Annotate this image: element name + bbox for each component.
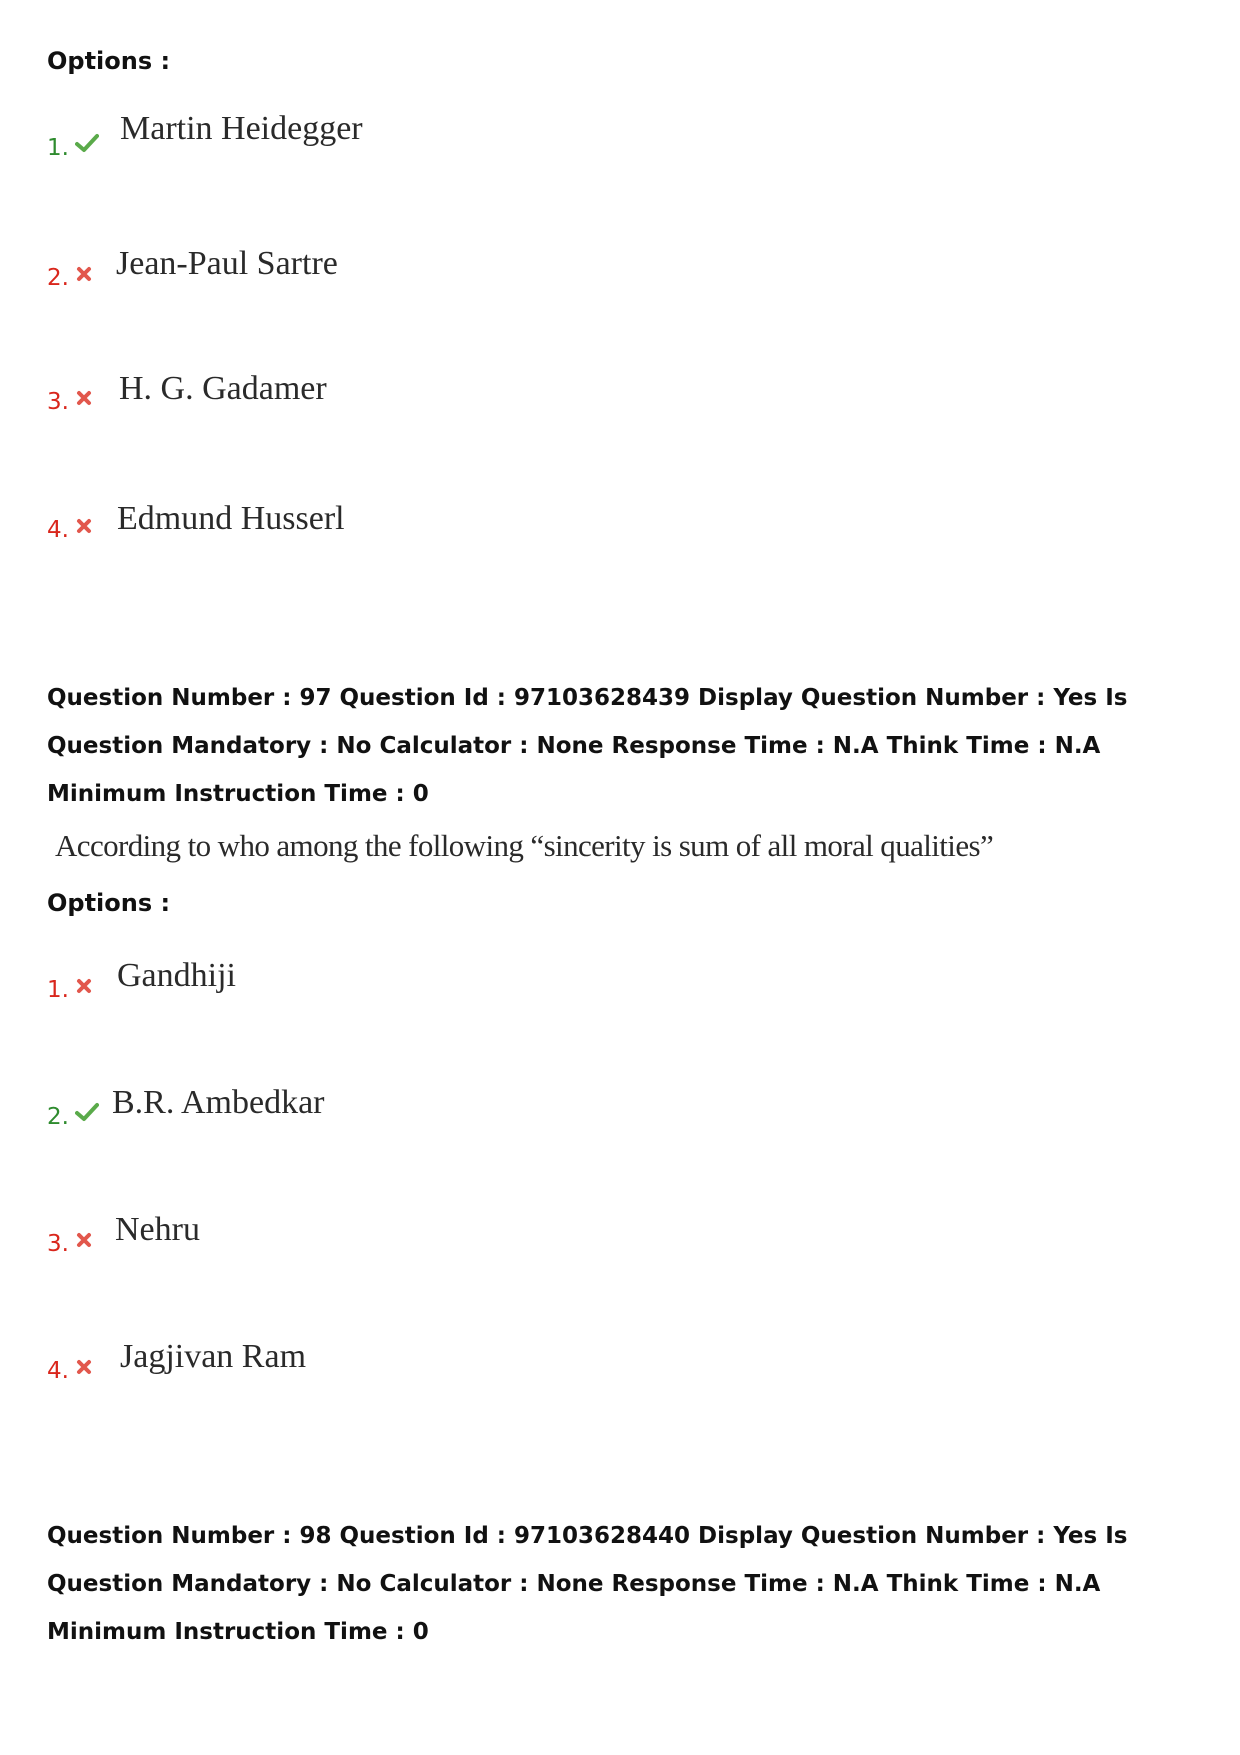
cross-icon [75,514,93,542]
option-text: Martin Heidegger [120,110,363,147]
question-text: According to who among the following “sincerity is sum of all moral qualities” [55,828,994,863]
option-number [47,264,93,293]
option-number-text: 2. [47,265,69,291]
option-number [47,1103,99,1132]
option-text: Nehru [115,1211,200,1248]
option-number-text: 4. [47,1358,69,1384]
options-label: Options : [47,47,171,75]
cross-icon [75,1228,93,1256]
options-label: Options : [47,889,171,917]
option-number [47,388,93,417]
option-number-text: 3. [47,389,69,415]
question-meta: Question Number : 97 Question Id : 97103628439 Display Question Number : Yes Is Question Mandatory : No Calculator : None Response Time : N.A Think Time : N.A Minimum Instruction Time : 0 [47,685,1128,807]
option-number-text: 4. [47,517,69,543]
option-text: Edmund Husserl [117,500,345,537]
cross-icon [75,974,93,1002]
option-number [47,134,99,163]
option-text: Gandhiji [117,957,236,994]
question-meta: Question Number : 98 Question Id : 97103628440 Display Question Number : Yes Is Question Mandatory : No Calculator : None Response Time : N.A Think Time : N.A Minimum Instruction Time : 0 [47,1523,1128,1645]
option-text: H. G. Gadamer [119,370,327,407]
option-number-text: 2. [47,1104,69,1130]
option-number-text: 3. [47,1231,69,1257]
cross-icon [75,1355,93,1383]
option-number-text: 1. [47,135,69,161]
cross-icon [75,262,93,290]
option-number-text: 1. [47,977,69,1003]
option-number [47,976,93,1005]
check-icon [75,132,99,160]
option-number [47,1230,93,1259]
option-text: Jagjivan Ram [120,1338,307,1375]
option-number [47,516,93,545]
option-text: Jean-Paul Sartre [116,245,338,282]
cross-icon [75,386,93,414]
option-number [47,1357,93,1386]
option-text: B.R. Ambedkar [112,1084,325,1121]
check-icon [75,1101,99,1129]
